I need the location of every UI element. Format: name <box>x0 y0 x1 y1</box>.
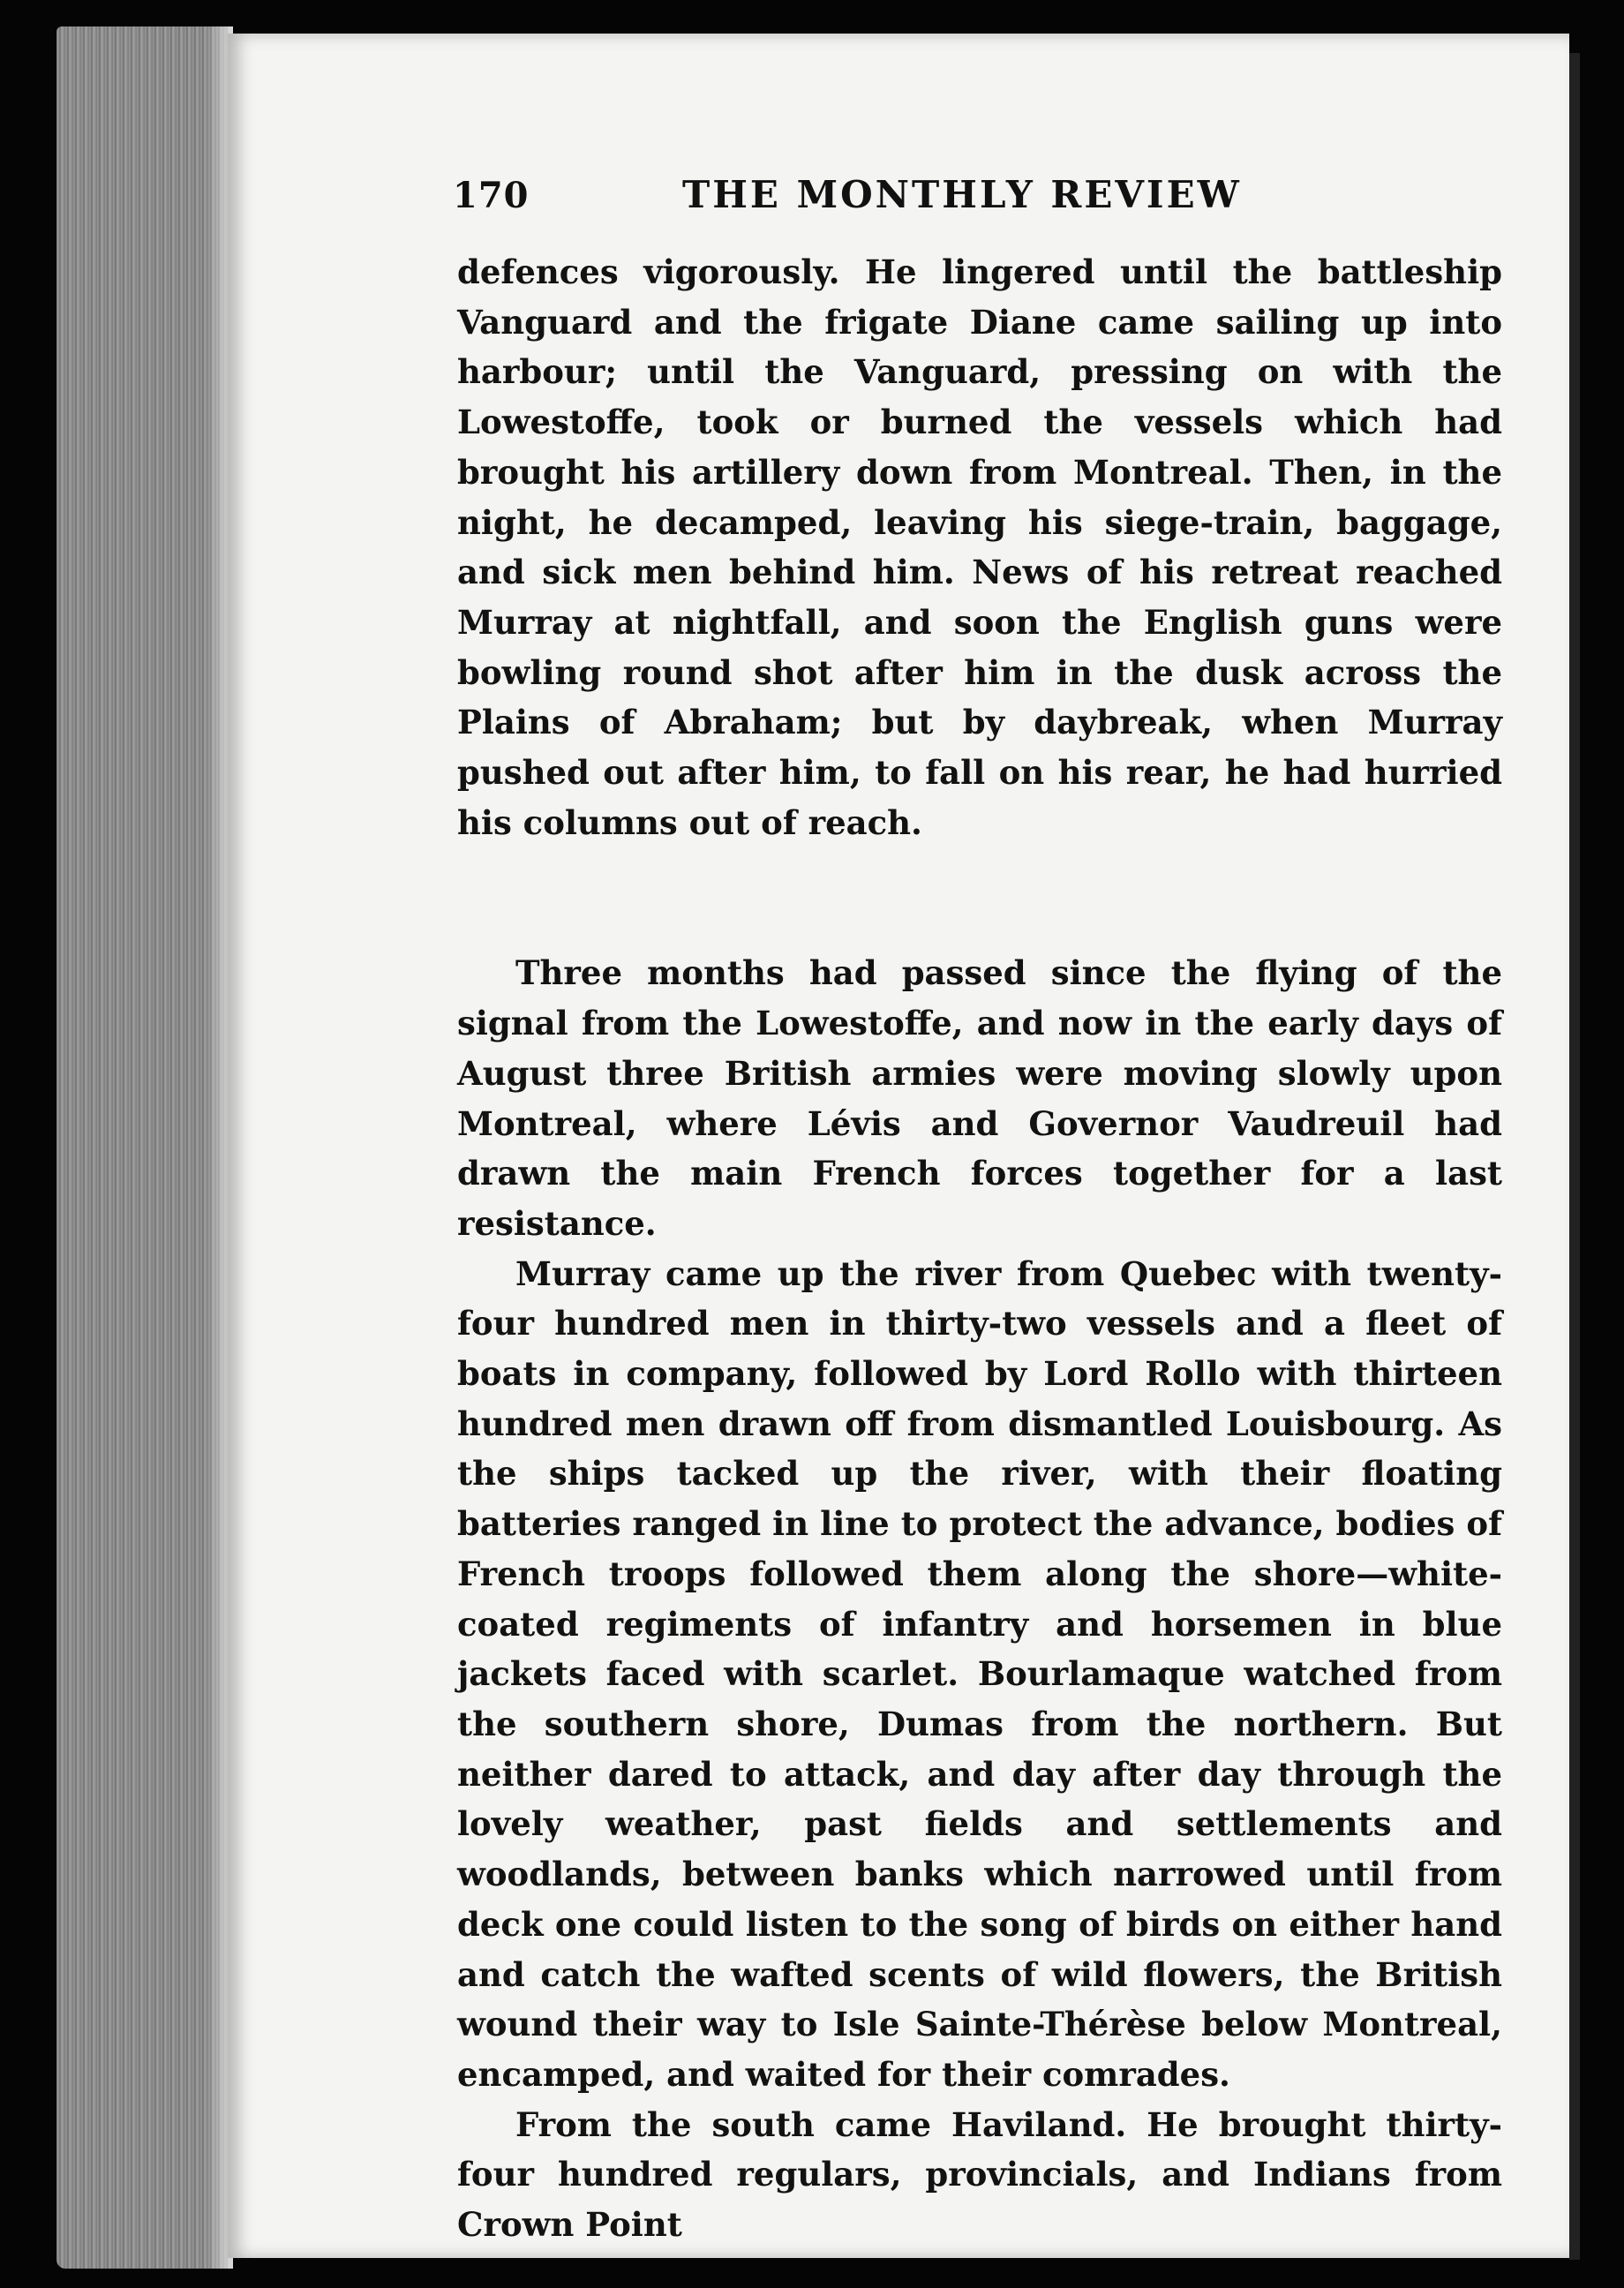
running-title: THE MONTHLY REVIEW <box>682 173 1242 216</box>
paragraph-1: defences vigorously. He lingered until the battleship Vanguard and the frigate Diane came sailing up into harbour; until the Vanguard, pressing on with the Lowestoffe, took or burned the vessels which had brought his artillery down from Montreal. Then, in the night, he decamped, leaving his siege-train, baggage, and sick men behind him. News of his retreat reached Murray at nightfall, and soon the English guns were bowling round shot after him in the dusk across the Plains of Abraham; but by daybreak, when Murray pushed out after him, to fall on his rear, he had hurried his columns out of reach. <box>457 252 1502 842</box>
book-page-edges <box>56 26 233 2269</box>
page-header <box>453 175 1274 237</box>
page-number: 170 <box>453 175 530 216</box>
paragraph-2: Three months had passed since the flying of the signal from the Lowestoffe, and now in the early days of August three British armies were moving slowly upon Montreal, where Lévis and Governor Vaudreuil had drawn the main French forces together for a last resistance. <box>457 953 1502 1243</box>
paragraph-3: Murray came up the river from Quebec with twenty-four hundred men in thirty-two vessels and a fleet of boats in company, followed by Lord Rollo with thirteen hundred men drawn off from dismantled Louisbourg. As the ships tacked up the river, with their floating batteries ranged in line to protect the advance, bodies of French troops followed them along the shore—white-coated regiments of infantry and horsemen in blue jackets faced with scarlet. Bourlamaque watched from the southern shore, Dumas from the northern. But neither dared to attack, and day after day through the lovely weather, past fields and settlements and woodlands, between banks which narrowed until from deck one could listen to the song of birds on either hand and catch the wafted scents of wild flowers, the British wound their way to Isle Sainte-Thérèse below Montreal, encamped, and waited for their comrades. <box>457 1253 1502 2094</box>
paragraph-4: From the south came Haviland. He brought thirty-four hundred regulars, provincials, and Indians from Crown Point <box>457 2104 1502 2245</box>
section-break <box>457 847 1502 948</box>
book-right-edge <box>1569 53 1580 2260</box>
body-text <box>457 247 1502 2250</box>
